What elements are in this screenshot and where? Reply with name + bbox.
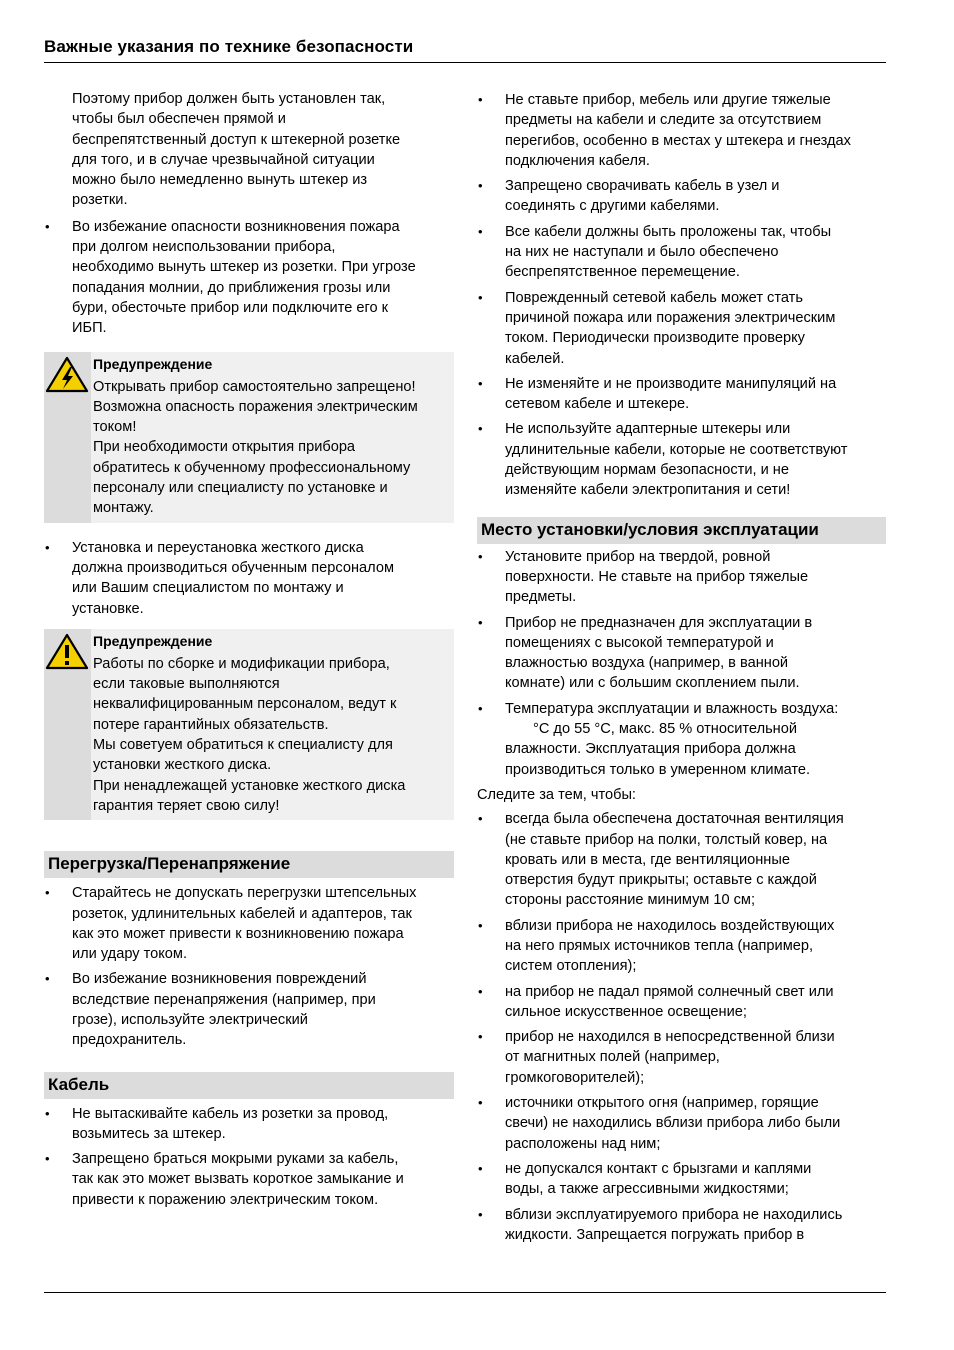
list-item: • всегда была обеспечена достаточная вентиляция (не ставьте прибор на полки, толстый ковер, на кровать или в места, где вентиляционные отверстия будут прикрыты; оставьте с каждой стороны расстояние минимум 10 см; <box>477 809 892 910</box>
warning-text: неквалифицированным персоналом, ведут к <box>93 696 397 713</box>
section-heading-overload: Перегрузка/Перенапряжение <box>44 851 454 878</box>
section-heading-install: Место установки/условия эксплуатации <box>477 517 886 544</box>
right-column <box>477 90 892 1250</box>
list-item: • Прибор не предназначен для эксплуатации в помещениях с высокой температурой и влажностью воздуха (например, в ванной комнате) или с большим скоплением пыли. <box>477 613 892 694</box>
warning-text: Открывать прибор самостоятельно запрещено! <box>93 378 416 395</box>
list-item: • Не используйте адаптерные штекеры или удлинительные кабели, которые не соответствуют действующим нормам безопасности, и не изменяйте кабели электропитания и сети! <box>477 419 892 500</box>
warning-title: Предупреждение <box>93 355 213 372</box>
list-item: • источники открытого огня (например, горящие свечи) не находились вблизи прибора либо были расположены над ним; <box>477 1093 892 1154</box>
list-item: • Не вытаскивайте кабель из розетки за провод, возьмитесь за штекер. <box>44 1104 458 1145</box>
warning-text: Мы советуем обратиться к специалисту для <box>93 737 393 754</box>
warning-text: гарантия теряет свою силу! <box>93 797 280 814</box>
list-item: • Температура эксплуатации и влажность воздуха: °C до 55 °C, макс. 85 % относительной влажности. Эксплуатация прибора должна производиться только в умеренном климате. <box>477 699 892 780</box>
install-list <box>477 547 892 780</box>
list-item: • Запрещено сворачивать кабель в узел и соединять с другими кабелями. <box>477 176 892 217</box>
warning-title: Предупреждение <box>93 632 213 649</box>
list-item: • Установка и переустановка жесткого диска должна производиться обученным персоналом или Вашим специалистом по монтажу и установке. <box>44 538 458 619</box>
power-bullets <box>44 217 458 339</box>
warning-text: При ненадлежащей установке жесткого диска <box>93 777 406 794</box>
intro-paragraph: Поэтому прибор должен быть установлен так, чтобы был обеспечен прямой и беспрепятственный доступ к штекерной розетке для того, и в случае чрезвычайной ситуации можно было немедленно вынуть штекер из розетки. <box>72 91 401 209</box>
list-item: • вблизи эксплуатируемого прибора не находились жидкости. Запрещается погружать прибор в <box>477 1205 892 1246</box>
cable-list-right <box>477 90 892 501</box>
warning-text: персоналу или специалисту по установке и <box>93 480 388 497</box>
watch-list <box>477 809 892 1245</box>
section-heading-cable: Кабель <box>44 1072 454 1099</box>
list-item: • Все кабели должны быть проложены так, чтобы на них не наступали и было обеспечено беспрепятственное перемещение. <box>477 222 892 283</box>
list-item: • на прибор не падал прямой солнечный свет или сильное искусственное освещение; <box>477 982 892 1023</box>
footer-rule <box>44 1292 886 1293</box>
warning-box-general <box>44 629 454 820</box>
warning-text: Работы по сборке и модификации прибора, <box>93 655 390 672</box>
warning-text: монтажу. <box>93 500 154 517</box>
warning-text: установки жесткого диска. <box>93 757 272 774</box>
warning-box-electric <box>44 352 454 523</box>
warning-text: потере гарантийных обязательств. <box>93 716 329 733</box>
warning-text: При необходимости открытия прибора <box>93 439 356 456</box>
overload-list <box>44 883 458 1050</box>
list-item: • Не ставьте прибор, мебель или другие тяжелые предметы на кабели и следите за отсутствием перегибов, особенно в местах у штекера и гнездах подключения кабеля. <box>477 90 892 171</box>
list-item: • Запрещено браться мокрыми руками за кабель, так как это может вызвать короткое замыкание и привести к поражению электрическим током. <box>44 1149 458 1210</box>
list-item: • прибор не находился в непосредственной близи от магнитных полей (например, громкоговорителей); <box>477 1027 892 1088</box>
warning-text: током! <box>93 419 137 436</box>
list-item: • Старайтесь не допускать перегрузки штепсельных розеток, удлинительных кабелей и адаптеров, так как это может привести к возникновению пожара или удару током. <box>44 883 458 964</box>
list-item: • Не изменяйте и не производите манипуляций на сетевом кабеле и штекере. <box>477 374 892 415</box>
left-column <box>44 89 458 1215</box>
warning-icon-cell <box>44 629 91 820</box>
hdd-bullets <box>44 538 458 619</box>
warning-text: Возможна опасность поражения электрическим <box>93 398 418 415</box>
warning-text: обратитесь к обученному профессиональному <box>93 459 411 476</box>
page-title: Важные указания по технике безопасности <box>44 37 414 56</box>
cable-list-left <box>44 1104 458 1210</box>
list-item: • Во избежание опасности возникновения пожара при долгом неиспользовании прибора, необходимо вынуть штекер из розетки. При угрозе попадания молнии, до приближения грозы или бури, обесточьте прибор или подключите его к ИБП. <box>44 217 458 339</box>
warning-text: если таковые выполняются <box>93 676 280 693</box>
list-item: • вблизи прибора не находилось воздействующих на него прямых источников тепла (например, систем отопления); <box>477 916 892 977</box>
list-item: • не допускался контакт с брызгами и каплями воды, а также агрессивными жидкостями; <box>477 1159 892 1200</box>
list-item: • Установите прибор на твердой, ровной поверхности. Не ставьте на прибор тяжелые предметы. <box>477 547 892 608</box>
watch-intro: Следите за тем, чтобы: <box>477 786 636 803</box>
list-item: • Поврежденный сетевой кабель может стать причиной пожара или поражения электрическим током. Периодически производите проверку кабелей. <box>477 288 892 369</box>
header-rule <box>44 62 886 63</box>
warning-icon-cell <box>44 352 91 523</box>
list-item: • Во избежание возникновения повреждений вследствие перенапряжения (например, при грозе), используйте электрический предохранитель. <box>44 969 458 1050</box>
